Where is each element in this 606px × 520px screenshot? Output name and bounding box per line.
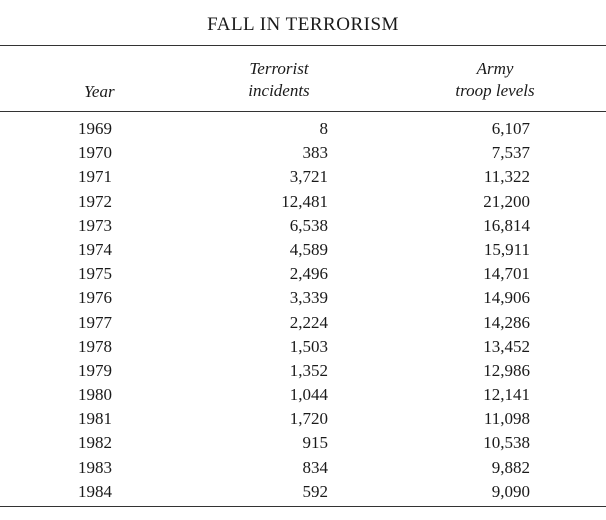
cell-year: 1977: [78, 312, 112, 332]
header-army-troop-levels: [430, 58, 560, 102]
cell-army-troop-levels: 14,701: [483, 264, 530, 284]
bottom-rule: [0, 506, 606, 507]
top-rule: [0, 45, 606, 46]
cell-terrorist-incidents: 8: [319, 119, 328, 138]
table-body: [0, 117, 606, 504]
cell-year: 1973: [78, 215, 112, 235]
cell-army-troop-levels: 16,814: [483, 215, 530, 235]
cell-year: 1974: [78, 239, 112, 259]
cell-year: 1972: [78, 191, 112, 211]
table-row: [0, 262, 606, 286]
cell-year: 1969: [78, 119, 112, 138]
cell-year: 1984: [78, 481, 112, 501]
cell-army-troop-levels: 10,538: [483, 433, 530, 453]
cell-army-troop-levels: 15,911: [483, 239, 530, 259]
table-title: FALL IN TERRORISM: [207, 14, 399, 35]
table-row: [0, 431, 606, 455]
cell-terrorist-incidents: 2,224: [289, 312, 328, 332]
cell-terrorist-incidents: 915: [302, 433, 328, 453]
cell-terrorist-incidents: 1,720: [289, 409, 328, 429]
cell-year: 1983: [78, 457, 112, 477]
cell-year: 1976: [78, 288, 112, 308]
table-row: [0, 456, 606, 480]
cell-year: 1982: [78, 433, 112, 453]
cell-year: 1978: [78, 336, 112, 356]
header-rule: [0, 111, 606, 112]
table-row: [0, 286, 606, 310]
cell-army-troop-levels: 11,098: [483, 409, 530, 429]
cell-terrorist-incidents: 592: [302, 481, 328, 501]
cell-army-troop-levels: 13,452: [483, 336, 530, 356]
cell-army-troop-levels: 12,986: [483, 360, 530, 380]
table-row: [0, 335, 606, 359]
cell-terrorist-incidents: 834: [302, 457, 328, 477]
cell-terrorist-incidents: 6,538: [289, 215, 328, 235]
cell-year: 1980: [78, 385, 112, 405]
table-row: [0, 238, 606, 262]
cell-army-troop-levels: 6,107: [491, 119, 530, 138]
cell-army-troop-levels: 14,906: [483, 288, 530, 308]
table-row: [0, 117, 606, 141]
cell-terrorist-incidents: 1,044: [289, 385, 328, 405]
cell-year: 1970: [78, 143, 112, 163]
table-row: [0, 359, 606, 383]
cell-terrorist-incidents: 2,496: [289, 264, 328, 284]
table-row: [0, 165, 606, 189]
header-terrorist-incidents: [224, 58, 334, 102]
header-terrorist-line2: incidents: [248, 81, 310, 100]
table-row: [0, 311, 606, 335]
cell-year: 1975: [78, 264, 112, 284]
cell-terrorist-incidents: 3,339: [289, 288, 328, 308]
table-row: [0, 141, 606, 165]
header-year: Year: [84, 82, 115, 101]
table-row: [0, 190, 606, 214]
cell-terrorist-incidents: 1,352: [289, 360, 328, 380]
table-row: [0, 480, 606, 504]
cell-terrorist-incidents: 4,589: [289, 239, 328, 259]
cell-year: 1971: [78, 167, 112, 187]
cell-army-troop-levels: 12,141: [483, 385, 530, 405]
table-row: [0, 383, 606, 407]
cell-army-troop-levels: 7,537: [491, 143, 530, 163]
cell-year: 1981: [78, 409, 112, 429]
cell-army-troop-levels: 9,882: [491, 457, 530, 477]
table-row: [0, 214, 606, 238]
cell-army-troop-levels: 11,322: [483, 167, 530, 187]
cell-army-troop-levels: 14,286: [483, 312, 530, 332]
cell-terrorist-incidents: 3,721: [289, 167, 328, 187]
header-terrorist-line1: Terrorist: [249, 59, 309, 78]
header-army-line1: Army: [476, 59, 514, 78]
cell-year: 1979: [78, 360, 112, 380]
cell-army-troop-levels: 9,090: [491, 481, 530, 501]
cell-terrorist-incidents: 12,481: [281, 191, 328, 211]
table-row: [0, 407, 606, 431]
cell-terrorist-incidents: 383: [302, 143, 328, 163]
header-army-line2: troop levels: [455, 81, 535, 100]
cell-army-troop-levels: 21,200: [483, 191, 530, 211]
cell-terrorist-incidents: 1,503: [289, 336, 328, 356]
